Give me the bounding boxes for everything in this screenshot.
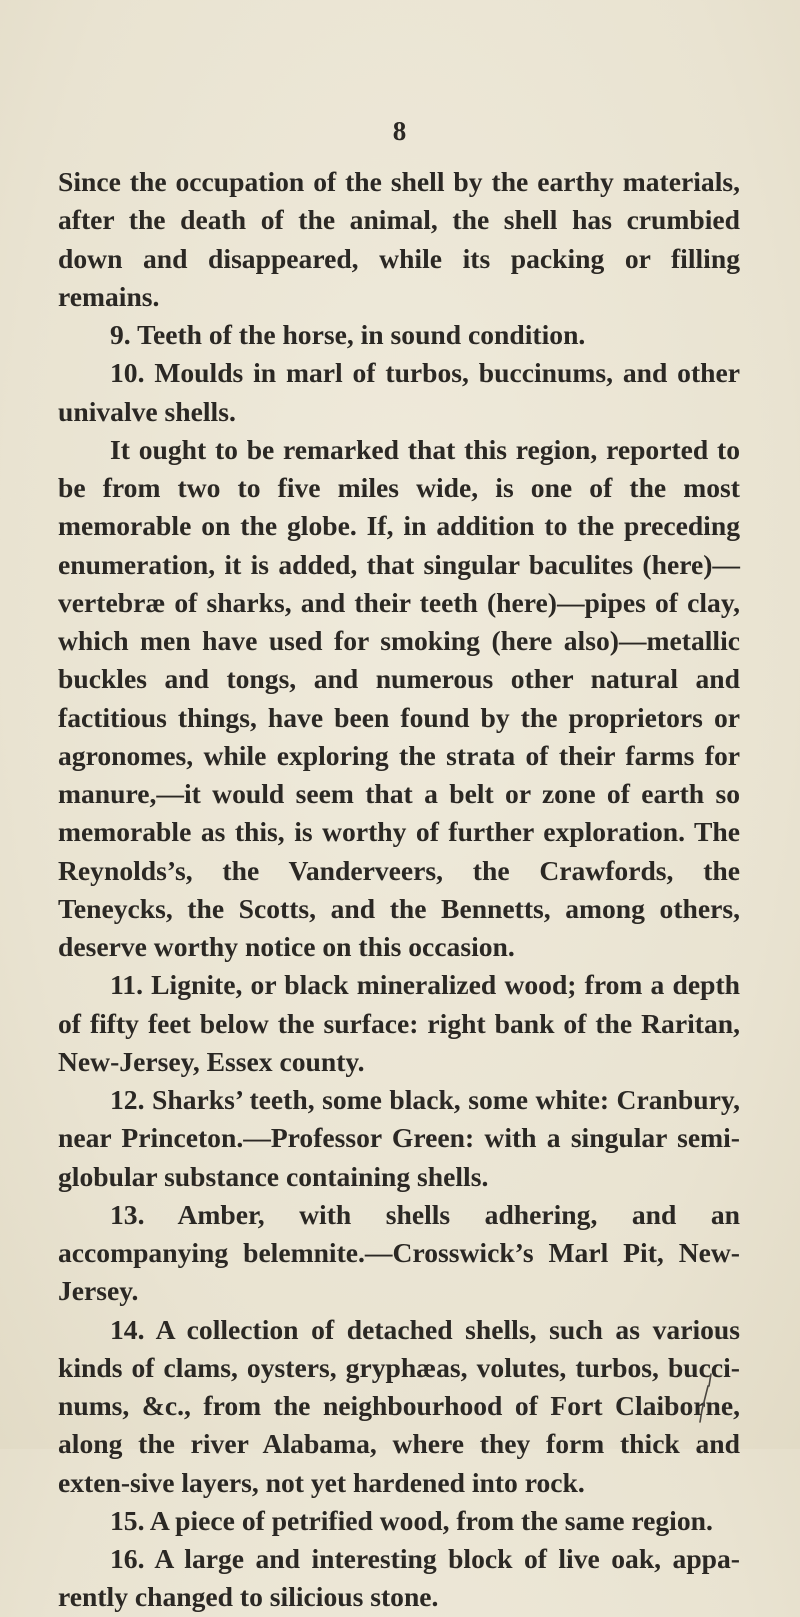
paragraph-item-13: 13. Amber, with shells adhering, and an accompanying belemnite.—Crosswick’s Marl Pit, New-Jersey. bbox=[58, 1198, 740, 1307]
paragraph-continuation: Since the occupation of the shell by the earthy materials, after the death of the animal, the shell has crumbied down and disappeared, while its packing or filling remains. bbox=[58, 166, 740, 312]
paragraph-item-9: 9. Teeth of the horse, in sound condition. bbox=[110, 319, 586, 350]
paragraph-remark: It ought to be remarked that this region, reported to be from two to five miles wide, is one of the most memorable on the globe. If, in addition to the preceding enumeration, it is added, that singular baculites (here)—vertebræ of sharks, and their teeth (here)—pipes of clay, which men have used for smoking (here also)—metallic buckles and tongs, and numerous other natural and factitious things, have been found by the proprietors or agronomes, while exploring the strata of their farms for manure,—it would seem that a belt or zone of earth so memorable as this, is worthy of further exploration. The Reynolds’s, the Vanderveers, the Crawfords, the Teneycks, the Scotts, and the Bennetts, among others, deserve worthy notice on this occasion. bbox=[58, 433, 740, 962]
page-number: 8 bbox=[392, 116, 408, 146]
paragraph-item-10: 10. Moulds in marl of turbos, buccinums, and other univalve shells. bbox=[58, 357, 740, 427]
paragraph-item-14: 14. A collection of detached shells, such as various kinds of clams, oysters, gryphæas, volutes, turbos, bucci-nums, &c., from the neighbourhood of Fort Claiborne, along the river Alabama, where they form thick and exten-sive layers, not yet hardened into rock. bbox=[58, 1313, 740, 1498]
stray-pencil-mark bbox=[695, 1372, 715, 1424]
paragraph-item-12: 12. Sharks’ teeth, some black, some white: Cranbury, near Princeton.—Professor Green: with a singular semi-globular substance containing shells. bbox=[58, 1084, 740, 1192]
paragraph-item-11: 11. Lignite, or black mineralized wood; from a depth of fifty feet below the surface: right bank of the Raritan, New-Jersey, Essex county. bbox=[58, 969, 740, 1077]
paragraph-item-16: 16. A large and interesting block of live oak, appa-rently changed to silicious stone. bbox=[58, 1543, 740, 1613]
page-body bbox=[58, 163, 740, 1617]
paragraph-item-15: 15. A piece of petrified wood, from the same region. bbox=[110, 1504, 713, 1536]
